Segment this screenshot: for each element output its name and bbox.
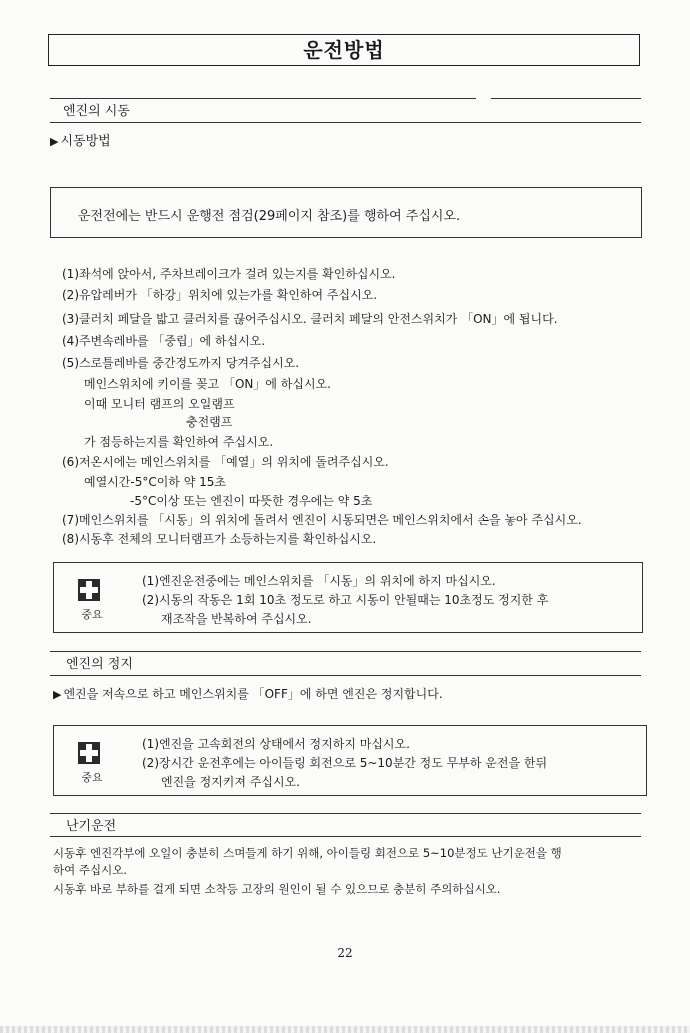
step-4: (4)주변속레바를 「중립」에 하십시오. xyxy=(62,334,266,348)
important-warning-stop xyxy=(53,725,647,796)
warmup-paragraph-1-cont: 하여 주십시오. xyxy=(53,863,127,877)
step-2: (2)유압레버가 「하강」위치에 있는가를 확인하여 주십시오. xyxy=(62,288,378,302)
step-5-detail-charge-lamp: 충전램프 xyxy=(186,415,233,429)
warmup-paragraph-2: 시동후 바로 부하를 걸게 되면 소착등 고장의 원인이 될 수 있으므로 충분히 주의하십시오. xyxy=(53,882,501,896)
page-number: 22 xyxy=(337,946,353,960)
section2-rule-bottom xyxy=(50,675,641,676)
subheading-text: 시동방법 xyxy=(60,134,111,149)
triangle-bullet-icon: ▶ xyxy=(50,135,59,148)
step-6-preheat-warm: -5°C이상 또는 엔진이 따뜻한 경우에는 약 5초 xyxy=(130,494,373,508)
step-5: (5)스로틀레바를 중간정도까지 당겨주십시오. xyxy=(62,356,300,370)
important-label: 중요 xyxy=(81,771,103,784)
important-square-icon xyxy=(78,579,100,601)
stop-instruction-text: 엔진을 저속으로 하고 메인스위치를 「OFF」에 하면 엔진은 정지합니다. xyxy=(63,687,443,701)
section2-rule-top xyxy=(50,651,641,652)
warmup-paragraph-1: 시동후 엔진각부에 오일이 충분히 스며들게 하기 위해, 아이들링 회전으로 5~10분정도 난기운전을 행 xyxy=(53,846,562,860)
important-warning-start xyxy=(53,562,643,633)
step-5-detail-check: 가 점등하는지를 확인하여 주십시오. xyxy=(84,435,274,449)
step-8: (8)시동후 전체의 모니터램프가 소등하는지를 확인하십시오. xyxy=(62,532,377,546)
step-6-preheat-cold: 예열시간-5°C이하 약 15초 xyxy=(84,475,226,489)
triangle-bullet-icon: ▶ xyxy=(53,688,62,701)
warning-line-2: (2)시동의 작동은 1회 10초 정도로 하고 시동이 안될때는 10초정도 정지한 후 xyxy=(142,593,549,607)
warning-line-3: 엔진을 정지키져 주십시오. xyxy=(161,775,300,789)
warning-line-1: (1)엔진운전중에는 메인스위치를 「시동」의 위치에 하지 마십시오. xyxy=(142,574,496,588)
section-title-stop: 엔진의 정지 xyxy=(66,657,133,672)
scan-edge xyxy=(0,1026,690,1033)
section-rule-top xyxy=(50,98,476,99)
step-3: (3)클러치 페달을 밟고 클러치를 끊어주십시오. 클러치 페달의 안전스위치가 「ON」에 됩니다. xyxy=(62,312,558,326)
stop-instruction xyxy=(53,686,443,703)
page-title: 운전방법 xyxy=(48,34,640,66)
step-1: (1)좌석에 앉아서, 주차브레이크가 걸려 있는지를 확인하십시오. xyxy=(62,267,396,281)
important-square-icon xyxy=(78,742,100,764)
section-rule-bottom xyxy=(50,122,641,123)
warning-line-2: (2)장시간 운전후에는 아이들링 회전으로 5~10분간 정도 무부하 운전을 한뒤 xyxy=(142,756,548,770)
subheading-start-method xyxy=(50,134,111,150)
step-6: (6)저온시에는 메인스위치를 「예열」의 위치에 돌려주십시오. xyxy=(62,455,389,469)
notice-text: 운전전에는 반드시 운행전 점검(29페이지 참조)를 행하여 주십시오. xyxy=(78,209,461,224)
section-title-warmup: 난기운전 xyxy=(66,819,117,834)
step-5-detail-key: 메인스위치에 키이를 꽂고 「ON」에 하십시오. xyxy=(84,377,331,391)
important-label: 중요 xyxy=(81,608,103,621)
warning-line-1: (1)엔진을 고속회전의 상태에서 정지하지 마십시오. xyxy=(142,737,410,751)
section3-rule-top xyxy=(50,813,641,814)
section-title-start: 엔진의 시동 xyxy=(63,104,130,119)
section-rule-top-right xyxy=(491,98,641,99)
pre-operation-notice xyxy=(50,187,642,238)
step-7: (7)메인스위치를 「시동」의 위치에 돌려서 엔진이 시동되면은 메인스위치에서 손을 놓아 주십시오. xyxy=(62,513,582,527)
warning-line-3: 재조작을 반복하여 주십시오. xyxy=(161,612,312,626)
section3-rule-bottom xyxy=(50,836,641,837)
step-5-detail-lamp: 이때 모니터 램프의 오일램프 xyxy=(84,397,235,411)
